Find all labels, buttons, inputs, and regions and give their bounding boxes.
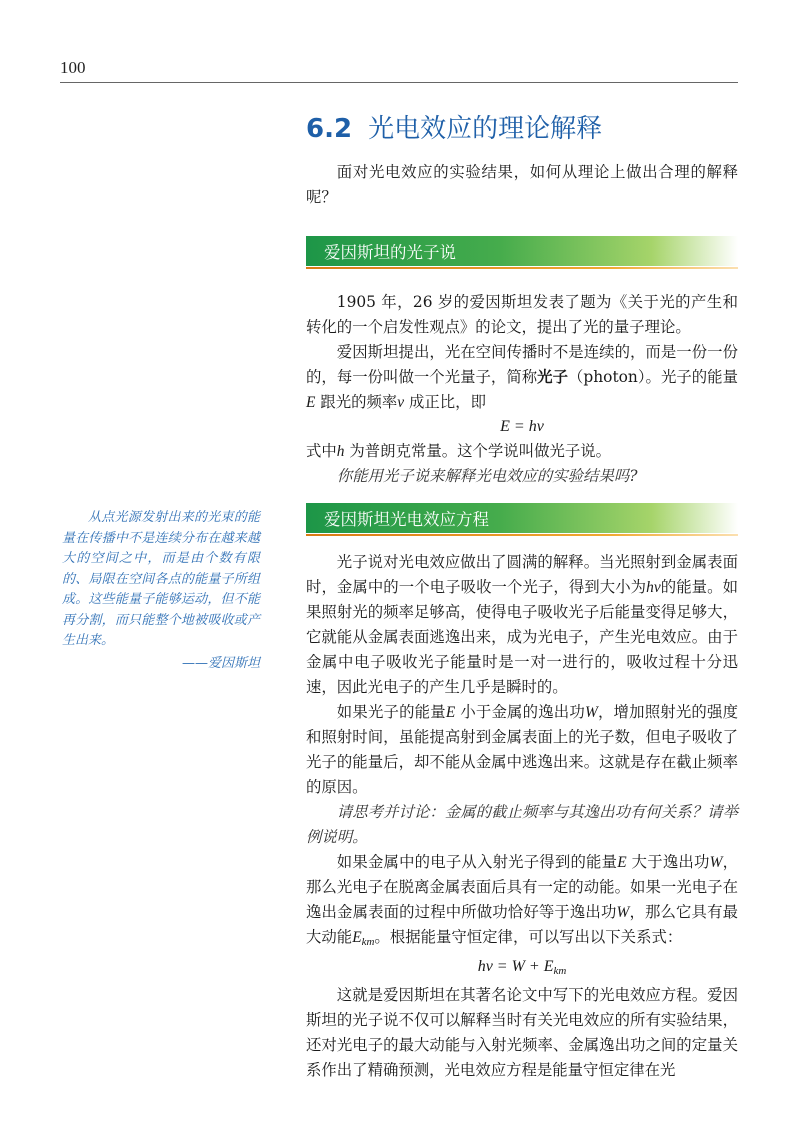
formula-subscript: km (553, 965, 567, 977)
var-E: E (445, 704, 456, 721)
text-run: 的能量。如果照射光的频率足够高，使得电子吸收光子后能量变得足够大，它就能从金属表面逃逸出来，成为光电子，产生光电效应。由于金属中电子吸收光子能量时是一对一进行的，吸收过程十分迅速，因此光电子的产生几乎是瞬时的。 (306, 578, 738, 696)
text-run: 如果金属中的电子从入射光子得到的能量 (336, 853, 618, 871)
paragraph-conclusion: 这就是爱因斯坦在其著名论文中写下的光电效应方程。爱因斯坦的光子说不仅可以解释当时有关光电效应的所有实验结果，还对光电子的最大动能与入射光频率、金属逸出功之间的定量关系作出了精确预测，光电效应方程是能量守恒定律在光 (306, 986, 738, 1079)
sidenote-text: 从点光源发射出来的光束的能量在传播中不是连续分布在越来越大的空间之中，而是由个数有限的、局限在空间各点的能量子所组成。这些能量子能够运动，但不能再分割，而只能整个地被吸收或产生出来。 (62, 510, 260, 648)
subscript-km: km (361, 936, 375, 948)
paragraph-photon-definition (306, 340, 738, 415)
subsection-heading-equation (306, 503, 738, 533)
subsection-heading-equation-text: 爱因斯坦光电效应方程 (324, 510, 489, 529)
var-E: E (617, 854, 627, 871)
text-run: 大于逸出功 (626, 853, 710, 871)
paragraph-1905: 1905 年，26 岁的爱因斯坦发表了题为《关于光的产生和转化的一个启发性观点》的论文，提出了光的量子理论。 (306, 293, 738, 336)
paragraph-planck (306, 439, 738, 464)
text-run: 。根据能量守恒定律，可以写出以下关系式： (374, 928, 683, 946)
formula-photon-energy: E = hν (500, 418, 544, 435)
var-W: W (709, 854, 723, 871)
text-run: （photon）。光子的能量 (568, 368, 738, 386)
text-run: 为普朗克常量。这个学说叫做光子说。 (344, 442, 612, 460)
var-W: W (616, 904, 630, 921)
text-run: ，增加照射光的强度和照射时间，虽能提高射到金属表面上的光子数，但电子吸收了光子的能量后，却不能从金属中逃逸出来。这就是存在截止频率的原因。 (306, 703, 738, 796)
formula-main: hν = W + E (477, 958, 554, 975)
text-run: 式中 (306, 442, 337, 460)
sidenote (62, 508, 260, 674)
text-run: ，那么光电子在脱离金属表面后具有一定的动能。如果一光电子在逸出金属表面的过程中所做功恰好等于逸出功 (306, 853, 738, 921)
text-run: 爱因斯坦提出，光在空间传播时不是连续的，而是一份一份的，每一份叫做一个光量子，简称 (306, 343, 738, 386)
equation-block (306, 550, 738, 1083)
var-nu: ν (397, 394, 405, 411)
var-h-nu: hν (646, 579, 661, 596)
paragraph-cutoff (306, 700, 738, 800)
text-run: 成正比，即 (404, 393, 486, 411)
page-number: 100 (60, 58, 86, 77)
var-E: E (306, 394, 316, 411)
formula-photoelectric-equation (306, 955, 738, 983)
paragraph-explanation (306, 550, 738, 700)
sidenote-attribution: ——爱因斯坦 (181, 655, 260, 671)
var-E-km: E (352, 929, 362, 946)
text-run: ，那么它具有最大动能 (306, 903, 738, 946)
header-rule (60, 82, 738, 83)
text-run: 如果光子的能量 (336, 703, 446, 721)
paragraph-kinetic (306, 850, 738, 955)
intro-block (306, 160, 738, 210)
var-W: W (584, 704, 598, 721)
photon-theory-block (306, 290, 738, 489)
question-photon: 你能用光子说来解释光电效应的实验结果吗? (336, 467, 638, 485)
subsection-heading-photon (306, 236, 738, 266)
section-title (306, 108, 602, 145)
intro-paragraph: 面对光电效应的实验结果，如何从理论上做出合理的解释呢？ (306, 163, 738, 206)
section-title-text: 光电效应的理论解释 (368, 114, 603, 144)
section-number: 6.2 (306, 114, 353, 144)
text-run: 跟光的频率 (315, 393, 398, 411)
keyword-photon: 光子 (537, 368, 568, 386)
subsection-heading-photon-text: 爱因斯坦的光子说 (324, 243, 456, 262)
question-cutoff: 请思考并讨论：金属的截止频率与其逸出功有何关系？请举例说明。 (306, 803, 738, 846)
text-run: 小于金属的逸出功 (455, 703, 585, 721)
text-run: 光子说对光电效应做出了圆满的解释。当光照射到金属表面时，金属中的一个电子吸收一个光子，得到大小为 (306, 553, 738, 596)
var-h: h (336, 443, 345, 460)
